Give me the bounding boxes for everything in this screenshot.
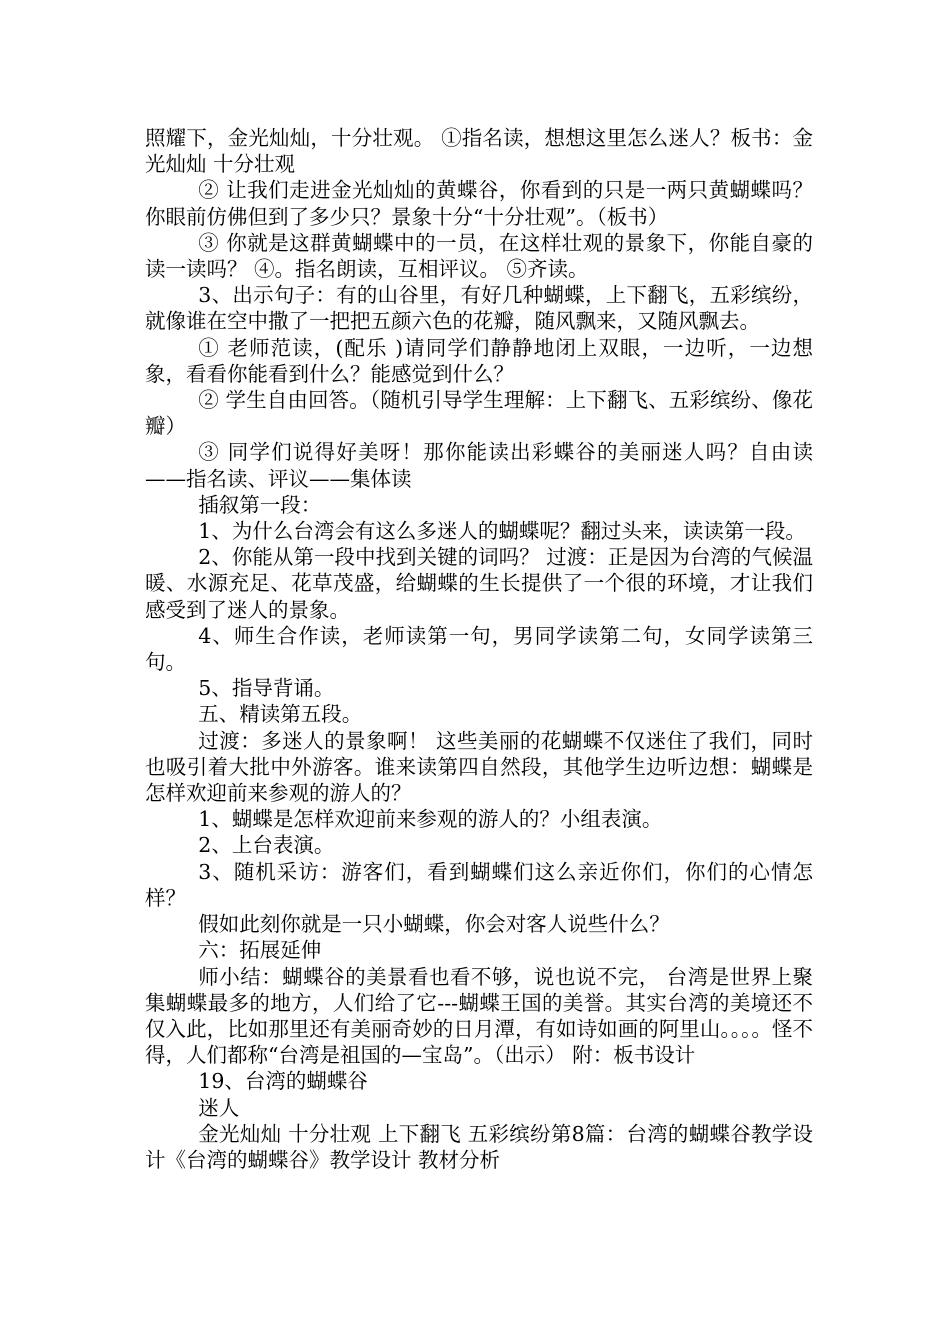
paragraph: ③ 你就是这群黄蝴蝶中的一员，在这样壮观的景象下，你能自豪的读一读吗？ ④。指名朗读，互相评议。 ⑤齐读。 <box>145 230 813 282</box>
paragraph: ② 学生自由回答。（随机引导学生理解：上下翻飞、五彩缤纷、像花瓣） <box>145 388 813 439</box>
paragraph: ③ 同学们说得好美呀！那你能读出彩蝶谷的美丽迷人吗？自由读——指名读、评议——集体读 <box>145 440 813 491</box>
paragraph: 1、为什么台湾会有这么多迷人的蝴蝶呢？翻过头来，读读第一段。 <box>198 519 806 544</box>
paragraph: 过渡：多迷人的景象啊！ 这些美丽的花蝴蝶不仅迷住了我们，同时也吸引着大批中外游客。谁来读第四自然段，其他学生边听边想：蝴蝶是怎样欢迎前来参观的游人的？ <box>145 728 813 806</box>
paragraph: ① 老师范读，(配乐 )请同学们静静地闭上双眼，一边听，一边想象，看看你能看到什么？能感觉到什么？ <box>145 335 813 386</box>
document-body <box>145 125 813 1173</box>
paragraph: 1、蝴蝶是怎样欢迎前来参观的游人的？小组表演。 <box>198 807 663 832</box>
paragraph: ② 让我们走进金光灿灿的黄蝶谷，你看到的只是一两只黄蝴蝶吗？你眼前仿佛但到了多少只？景象十分“十分壮观”。（板书） <box>145 178 813 229</box>
paragraph: 5、指导背诵。 <box>198 676 335 701</box>
paragraph: 2、上台表演。 <box>198 833 335 858</box>
paragraph: 五、精读第五段。 <box>198 702 363 727</box>
paragraph: 3、出示句子：有的山谷里，有好几种蝴蝶，上下翻飞，五彩缤纷，就像谁在空中撒了一把把五颜六色的花瓣，随风飘来，又随风飘去。 <box>145 283 813 334</box>
paragraph: 师小结：蝴蝶谷的美景看也看不够，说也说不完， 台湾是世界上聚集蝴蝶最多的地方，人们给了它---蝴蝶王国的美誉。其实台湾的美境还不仅入此，比如那里还有美丽奇妙的日月潭，有如诗如画的阿里山。。。。怪不得，人们都称“台湾是祖国的—宝岛”。（出示） 附：板书设计 <box>145 964 813 1068</box>
paragraph: 金光灿灿 十分壮观 上下翻飞 五彩缤纷第8篇：台湾的蝴蝶谷教学设计《台湾的蝴蝶谷》教学设计 教材分析 <box>145 1121 813 1172</box>
paragraph: 19、台湾的蝴蝶谷 <box>198 1069 368 1094</box>
paragraph: 迷人 <box>198 1095 240 1120</box>
paragraph: 照耀下，金光灿灿，十分壮观。 ①指名读，想想这里怎么迷人？板书：金光灿灿 十分壮观 <box>145 126 813 177</box>
paragraph: 4、师生合作读，老师读第一句，男同学读第二句，女同学读第三句。 <box>145 623 813 675</box>
paragraph: 六：拓展延伸 <box>198 938 322 963</box>
paragraph: 3、随机采访：游客们，看到蝴蝶们这么亲近你们，你们的心情怎样？ <box>145 859 813 910</box>
paragraph: 2、你能从第一段中找到关键的词吗？ 过渡：正是因为台湾的气候温暖、水源充足、花草茂盛，给蝴蝶的生长提供了一个很的环境，才让我们感受到了迷人的景象。 <box>145 545 813 622</box>
paragraph: 假如此刻你就是一只小蝴蝶，你会对客人说些什么？ <box>198 912 670 937</box>
paragraph: 插叙第一段： <box>198 492 322 517</box>
